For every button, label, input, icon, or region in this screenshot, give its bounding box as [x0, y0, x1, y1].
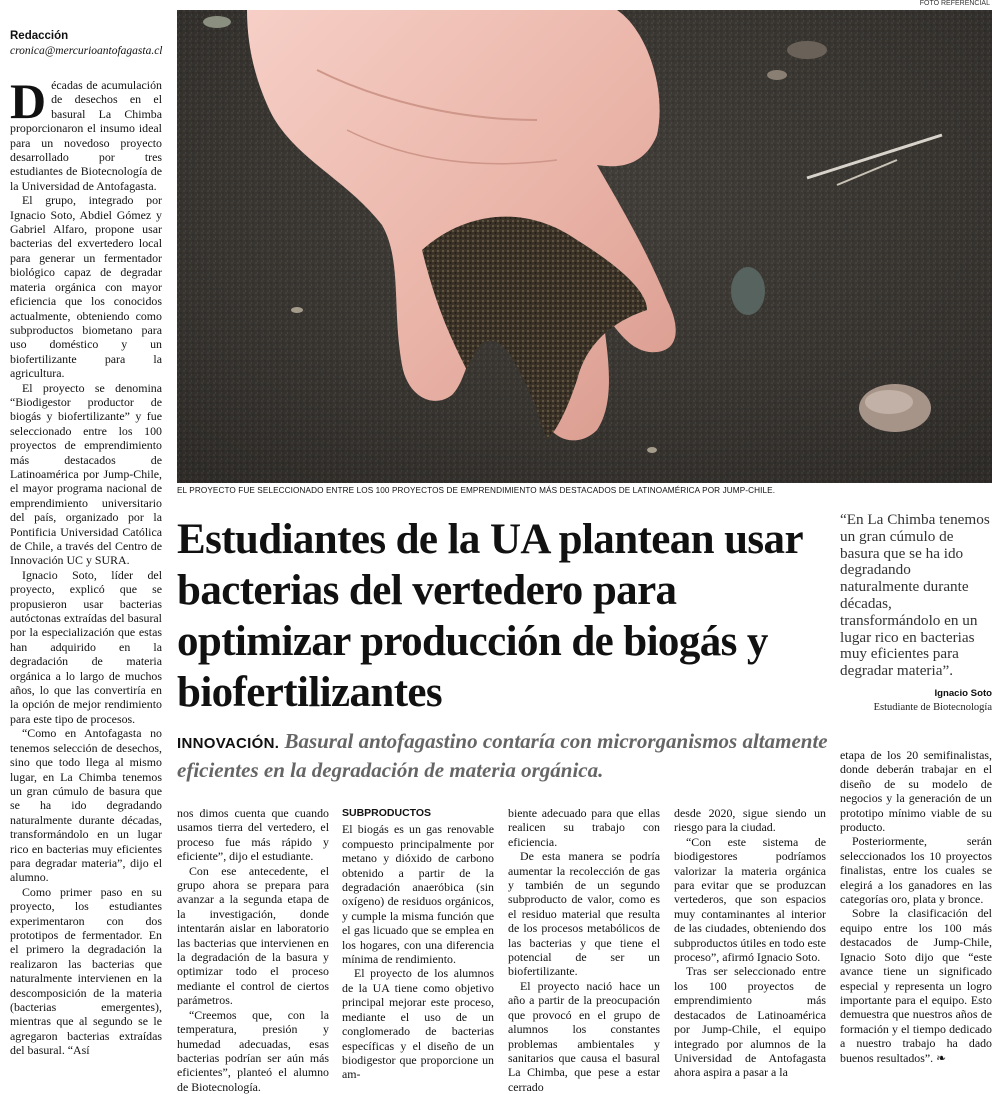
photo-credit: FOTO REFERENCIAL [919, 0, 990, 7]
paragraph [840, 906, 992, 1064]
hand-with-soil-illustration [177, 10, 992, 483]
article-photo [177, 10, 992, 483]
paragraph: El biogás es un gas renovable compuesto principalmente por metano y dióxido de carbono obtenido a partir de la degradación anaeróbica (sin oxígeno) de residuos orgánicos, y cumple la misma función que el gas licuado que se emplea en los hogares, con una diferencia mínima de rendimiento. [342, 822, 494, 967]
quote-author-role: Estudiante de Biotecnología [873, 702, 992, 713]
column-1 [10, 73, 162, 1058]
column-4 [508, 806, 660, 1094]
paragraph: El proyecto nació hace un año a partir de la preocupación que provocó en el grupo de alumnos los constantes problemas ambientales y sanitarios que causa el basural La Chimba, que pese a estar cerrado [508, 978, 660, 1094]
deck [177, 728, 837, 783]
paragraph: El proyecto se denomina “Biodigestor productor de biogás y biofertilizante” y fue seleccionado entre los 100 proyectos de emprendimiento más destacados de Latinoamérica por Jump-Chile, el mayor programa nacional de emprendimiento universitario del país, organizado por la Pontificia Universidad Católica de Chile, a través del Centro de Innovación UC y SURA. [10, 380, 162, 568]
photo-caption: EL PROYECTO FUE SELECCIONADO ENTRE LOS 100 PROYECTOS DE EMPRENDIMIENTO MÁS DESTACADOS DE LATINOAMÉRICA POR JUMP-CHILE. [177, 486, 776, 495]
deck-text: Basural antofagastino contaría con microrganismos altamente eficientes en la degradación de materia orgánica. [177, 729, 828, 782]
author-email: cronica@mercurioantofagasta.cl [10, 45, 163, 57]
paragraph [10, 73, 162, 193]
paragraph: “Creemos que, con la temperatura, presión y humedad adecuadas, esas bacterias podrían ser aún más eficientes”, planteó el alumno de Biotecnología. [177, 1007, 329, 1094]
paragraph: Como primer paso en su proyecto, los estudiantes experimentaron con dos prototipos de fermentador. En el primero la degradación la realizaron las bacterias que naturalmente intervienen en la descomposición de la materia (bacterias emergentes), mientras que al segundo se le agregaron bacterias extraídas del basural. “Así [10, 884, 162, 1058]
pull-quote: “En La Chimba tenemos un gran cúmulo de basura que se ha ido degradando naturalmente durante décadas, transformándolo en un lugar rico en bacterias muy eficientes para degradar materia”. [840, 511, 990, 680]
paragraph: nos dimos cuenta que cuando usamos tierra del vertedero, el proceso fue más rápido y eficiente”, dijo el estudiante. [177, 806, 329, 864]
paragraph: Posteriormente, serán seleccionados los 10 proyectos finalistas, entre los cuales se elegirá a los ganadores en las categorías oro, plata y bronce. [840, 834, 992, 907]
paragraph: etapa de los 20 semifinalistas, donde deberán trabajar en el diseño de su modelo de negocios y la generación de un prototipo mínimo viable de su producto. [840, 748, 992, 835]
column-3 [342, 806, 494, 1082]
paragraph-text: écadas de acumulación de desechos en el basural La Chimba proporcionaron el insumo ideal para un novedoso proyecto desarrollado por tres estudiantes de Biotecnología de la Universidad de Antofagasta. [10, 78, 162, 193]
paragraph: Tras ser seleccionado entre los 100 proyectos de emprendimiento más destacados de Latinoamérica por Jump-Chile, el equipo integrado por alumnos de la Universidad de Antofagasta ahora aspira a pasar a la [674, 964, 826, 1080]
column-5 [674, 806, 826, 1080]
quote-author: Ignacio Soto [934, 688, 992, 699]
column-6 [840, 748, 992, 1065]
paragraph: El grupo, integrado por Ignacio Soto, Abdiel Gómez y Gabriel Alfaro, propone usar bacterias del exvertedero local para generar un fermentador biológico capaz de degradar materia orgánica con mayor eficiencia que los conocidos actualmente, obteniendo como subproductos biometano para uso doméstico y un biofertilizante para la agricultura. [10, 193, 162, 381]
paragraph-text: Sobre la clasificación del equipo entre los 100 más destacados de Jump-Chile, Ignacio Soto dijo que “este avance tiene un significado especial y representa un logro importante para el equipo. Esto demuestra que nuestros años de formación y el tiempo dedicado a nuestro trabajo ha dado buenos resultados”. [840, 906, 992, 1065]
byline [10, 30, 170, 57]
paragraph: El proyecto de los alumnos de la UA tiene como objetivo principal mejorar este proceso, mediante el uso de un conglomerado de bacterias específicas y el diseño de un biodigestor que proporcione un am- [342, 966, 494, 1082]
paragraph: “Con este sistema de biodigestores podríamos valorizar la materia orgánica para evitar que se produzcan vertederos, que son espacios muy contaminantes al interior de las ciudades, obteniendo dos subproductos útiles en todo este proceso”, afirmó Ignacio Soto. [674, 834, 826, 965]
paragraph: “Como en Antofagasta no tenemos selección de desechos, sino que todo llega al mismo lugar, en La Chimba tenemos un gran cúmulo de basura que se ha ido degradando naturalmente durante décadas, transformándolo en un lugar rico en bacterias muy eficientes para degradar materia”, dijo el alumno. [10, 726, 162, 885]
paragraph: Con ese antecedente, el grupo ahora se prepara para avanzar a la segunda etapa de la investigación, donde intentarán aislar en laboratorio las bacterias que intervienen en la degradación de la basura y optimizar todo el proceso mediante el control de ciertos parámetros. [177, 863, 329, 1008]
author-name: Redacción [10, 30, 69, 42]
paragraph: Ignacio Soto, líder del proyecto, explicó que se propusieron usar bacterias autóctonas extraídas del basural por la especialización que estas han adquirido en la degradación de materia orgánica a lo largo de muchos años, lo que las convertiría en la opción de mejor rendimiento para este tipo de procesos. [10, 567, 162, 726]
headline: Estudiantes de la UA plantean usar bacterias del vertedero para optimizar producción de biogás y biofertilizantes [177, 516, 803, 716]
subheading: SUBPRODUCTOS [342, 807, 432, 819]
paragraph: desde 2020, sigue siendo un riesgo para la ciudad. [674, 806, 826, 835]
drop-cap: D [10, 73, 47, 129]
paragraph: biente adecuado para que ellas realicen su trabajo con eficiencia. [508, 806, 660, 849]
section-kicker: INNOVACIÓN. [177, 735, 280, 752]
column-2 [177, 806, 329, 1094]
end-mark-icon: ❧ [936, 1050, 947, 1065]
paragraph: De esta manera se podría aumentar la recolección de gas y también de un segundo subproducto de valor, como es el residuo material que resulta de los procesos metabólicos de las bacterias y que tiene el potencial de ser un biofertilizante. [508, 849, 660, 979]
